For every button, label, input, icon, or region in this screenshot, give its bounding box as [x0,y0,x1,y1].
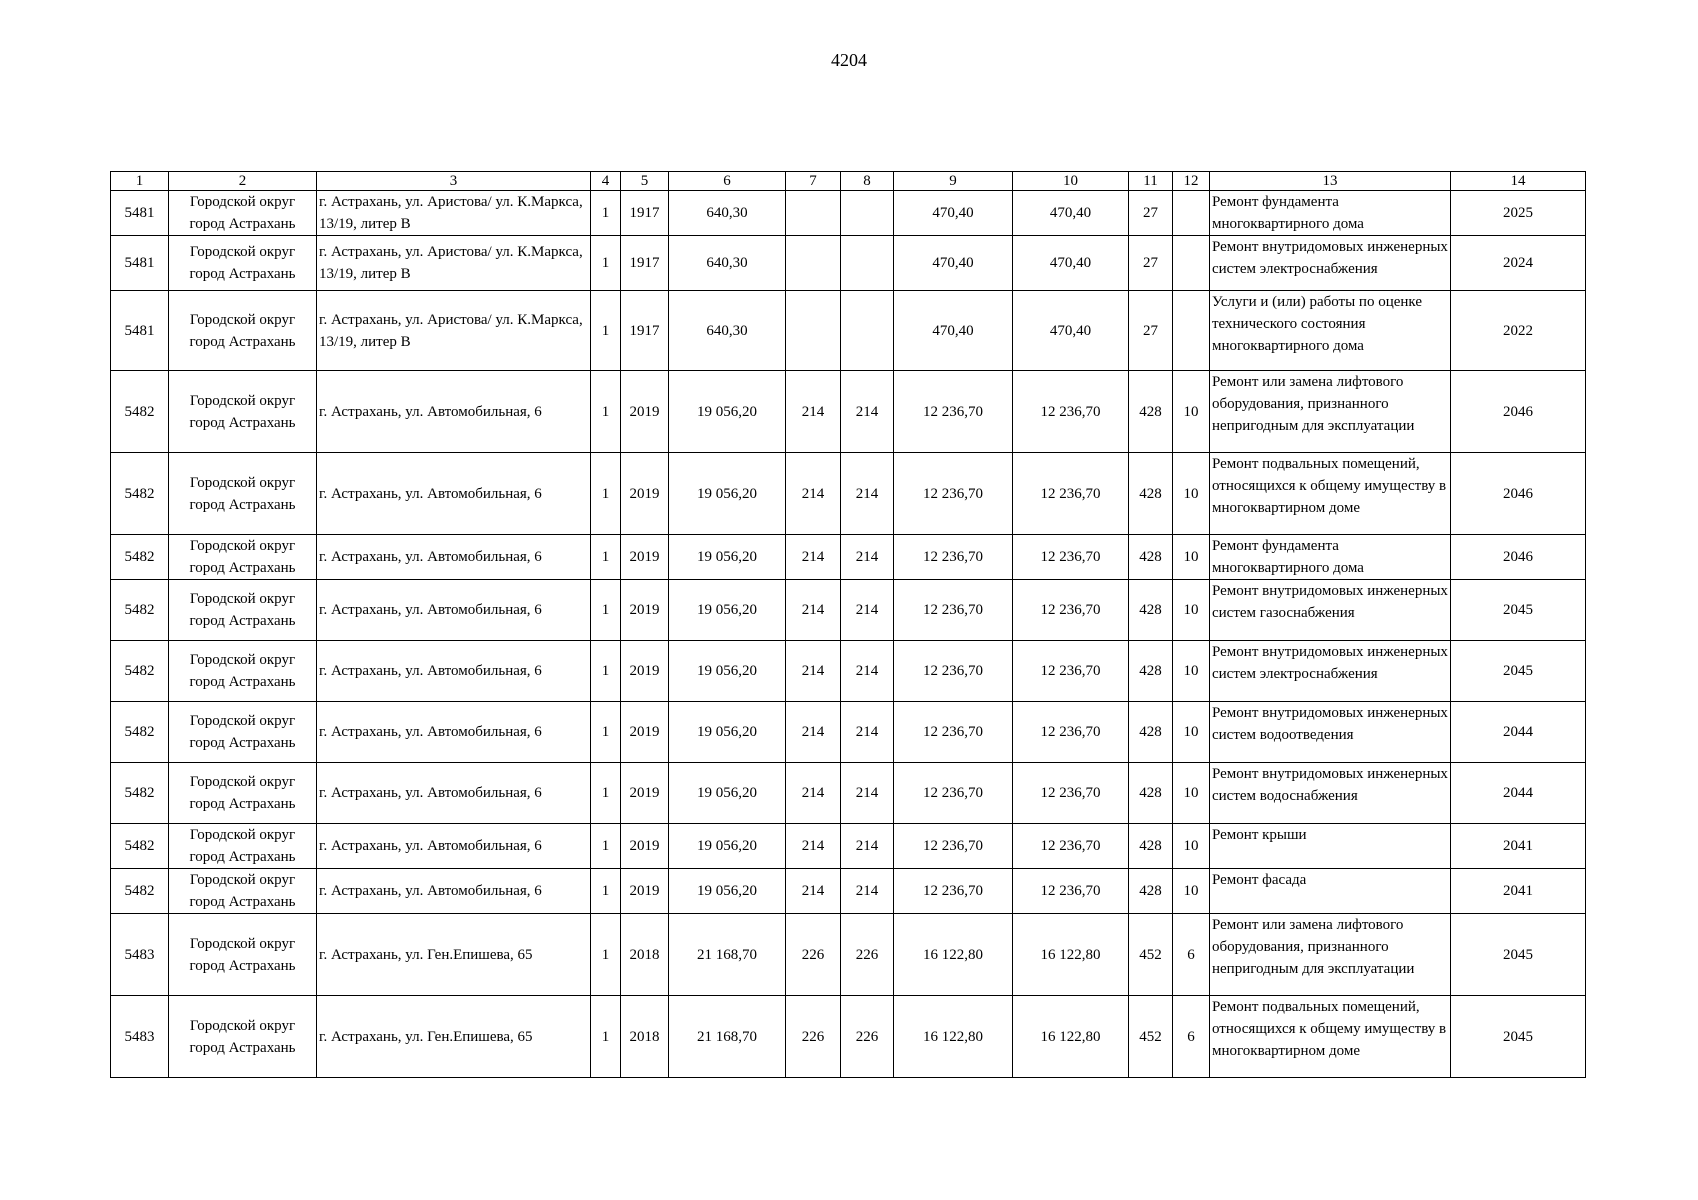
table-row [111,996,1586,1078]
col-11-cell: 428 [1129,580,1173,641]
col-8-cell: 214 [841,453,894,535]
year-cell: 2045 [1451,641,1586,702]
col-10-cell: 12 236,70 [1013,869,1129,914]
address-cell: г. Астрахань, ул. Аристова/ ул. К.Маркса, 13/19, литер В [317,191,591,236]
col-9-cell: 470,40 [894,291,1013,371]
col-11-cell: 27 [1129,191,1173,236]
col-5-cell: 1917 [621,236,669,291]
column-header: 9 [894,172,1013,191]
col-9-cell: 12 236,70 [894,824,1013,869]
col-4-cell: 1 [591,702,621,763]
municipality-cell: Городской округ город Астрахань [169,453,317,535]
col-10-cell: 12 236,70 [1013,702,1129,763]
col-11-cell: 428 [1129,535,1173,580]
year-cell: 2046 [1451,371,1586,453]
year-cell: 2024 [1451,236,1586,291]
work-type-cell [1210,535,1451,580]
col-5-cell: 2019 [621,824,669,869]
col-6-cell: 19 056,20 [669,869,786,914]
col-4-cell: 1 [591,763,621,824]
work-type-text: Ремонт внутридомовых инженерных систем газоснабжения [1212,583,1448,621]
col-5-cell: 2019 [621,535,669,580]
col-10-cell: 12 236,70 [1013,641,1129,702]
column-header: 5 [621,172,669,191]
municipality-cell: Городской округ город Астрахань [169,291,317,371]
col-9-cell: 16 122,80 [894,996,1013,1078]
col-12-cell: 10 [1173,702,1210,763]
row-id-cell: 5482 [111,535,169,580]
col-4-cell: 1 [591,236,621,291]
municipality-cell: Городской округ город Астрахань [169,702,317,763]
col-4-cell: 1 [591,914,621,996]
row-id-cell: 5482 [111,869,169,914]
col-6-cell: 21 168,70 [669,914,786,996]
col-12-cell: 10 [1173,763,1210,824]
address-cell: г. Астрахань, ул. Ген.Епишева, 65 [317,914,591,996]
column-number-row [111,172,1586,191]
col-11-cell: 452 [1129,914,1173,996]
work-type-text: Ремонт внутридомовых инженерных систем электроснабжения [1212,644,1448,682]
work-type-text: Ремонт или замена лифтового оборудования, признанного непригодным для эксплуатации [1212,374,1415,434]
col-4-cell: 1 [591,291,621,371]
row-id-cell: 5481 [111,191,169,236]
col-4-cell: 1 [591,996,621,1078]
col-11-cell: 428 [1129,371,1173,453]
work-type-cell [1210,824,1451,869]
col-7-cell [786,191,841,236]
col-7-cell: 214 [786,702,841,763]
col-7-cell: 214 [786,824,841,869]
row-id-cell: 5482 [111,453,169,535]
column-header: 11 [1129,172,1173,191]
col-7-cell: 226 [786,996,841,1078]
address-cell: г. Астрахань, ул. Автомобильная, 6 [317,535,591,580]
col-7-cell: 214 [786,869,841,914]
col-11-cell: 428 [1129,453,1173,535]
col-6-cell: 19 056,20 [669,371,786,453]
year-cell: 2041 [1451,869,1586,914]
work-type-cell [1210,371,1451,453]
column-header: 3 [317,172,591,191]
work-type-cell [1210,869,1451,914]
year-cell: 2041 [1451,824,1586,869]
column-header: 8 [841,172,894,191]
col-12-cell: 6 [1173,996,1210,1078]
row-id-cell: 5482 [111,580,169,641]
col-11-cell: 428 [1129,702,1173,763]
address-cell: г. Астрахань, ул. Автомобильная, 6 [317,763,591,824]
municipality-cell: Городской округ город Астрахань [169,580,317,641]
municipality-cell: Городской округ город Астрахань [169,914,317,996]
col-6-cell: 19 056,20 [669,702,786,763]
work-type-cell [1210,914,1451,996]
table-row [111,580,1586,641]
year-cell: 2044 [1451,702,1586,763]
col-12-cell: 10 [1173,371,1210,453]
table-row [111,763,1586,824]
year-cell: 2044 [1451,763,1586,824]
work-type-text: Ремонт крыши [1212,827,1307,843]
municipality-cell: Городской округ город Астрахань [169,641,317,702]
year-cell: 2045 [1451,996,1586,1078]
col-8-cell: 214 [841,702,894,763]
col-11-cell: 428 [1129,641,1173,702]
year-cell: 2025 [1451,191,1586,236]
table-row [111,191,1586,236]
work-type-cell [1210,191,1451,236]
col-9-cell: 16 122,80 [894,914,1013,996]
col-11-cell: 452 [1129,996,1173,1078]
work-type-text: Ремонт внутридомовых инженерных систем водоснабжения [1212,766,1448,804]
col-5-cell: 2019 [621,869,669,914]
col-12-cell [1173,191,1210,236]
address-cell: г. Астрахань, ул. Автомобильная, 6 [317,371,591,453]
column-header: 12 [1173,172,1210,191]
col-7-cell: 214 [786,371,841,453]
col-10-cell: 12 236,70 [1013,371,1129,453]
work-type-text: Ремонт внутридомовых инженерных систем водоотведения [1212,705,1448,743]
col-6-cell: 19 056,20 [669,641,786,702]
row-id-cell: 5482 [111,641,169,702]
work-type-cell [1210,453,1451,535]
column-header: 14 [1451,172,1586,191]
col-12-cell: 10 [1173,641,1210,702]
col-8-cell [841,236,894,291]
col-12-cell [1173,236,1210,291]
col-6-cell: 640,30 [669,291,786,371]
col-10-cell: 12 236,70 [1013,580,1129,641]
col-4-cell: 1 [591,869,621,914]
address-cell: г. Астрахань, ул. Автомобильная, 6 [317,641,591,702]
col-5-cell: 2019 [621,371,669,453]
work-type-text: Ремонт фасада [1212,872,1307,888]
column-header: 13 [1210,172,1451,191]
column-header: 6 [669,172,786,191]
capital-repair-table [110,171,1586,1078]
column-header: 7 [786,172,841,191]
col-8-cell: 214 [841,535,894,580]
col-5-cell: 1917 [621,191,669,236]
col-10-cell: 16 122,80 [1013,914,1129,996]
work-type-cell [1210,996,1451,1078]
col-11-cell: 27 [1129,291,1173,371]
col-6-cell: 19 056,20 [669,535,786,580]
column-header: 1 [111,172,169,191]
work-type-text: Ремонт внутридомовых инженерных систем электроснабжения [1212,239,1448,277]
col-5-cell: 2019 [621,702,669,763]
table-row [111,291,1586,371]
row-id-cell: 5483 [111,996,169,1078]
col-9-cell: 12 236,70 [894,869,1013,914]
table-row [111,535,1586,580]
col-4-cell: 1 [591,535,621,580]
year-cell: 2045 [1451,580,1586,641]
row-id-cell: 5481 [111,236,169,291]
work-type-text: Ремонт подвальных помещений, относящихся к общему имуществу в многоквартирном доме [1212,999,1447,1059]
col-6-cell: 640,30 [669,236,786,291]
work-type-cell [1210,236,1451,291]
col-6-cell: 640,30 [669,191,786,236]
work-type-text: Ремонт фундамента многоквартирного дома [1212,538,1364,576]
col-5-cell: 2018 [621,914,669,996]
row-id-cell: 5482 [111,763,169,824]
address-cell: г. Астрахань, ул. Автомобильная, 6 [317,702,591,763]
col-9-cell: 12 236,70 [894,371,1013,453]
col-6-cell: 21 168,70 [669,996,786,1078]
col-12-cell: 10 [1173,580,1210,641]
year-cell: 2046 [1451,535,1586,580]
col-7-cell: 214 [786,453,841,535]
col-4-cell: 1 [591,371,621,453]
col-10-cell: 470,40 [1013,236,1129,291]
work-type-cell [1210,702,1451,763]
col-4-cell: 1 [591,580,621,641]
column-header: 4 [591,172,621,191]
col-11-cell: 428 [1129,824,1173,869]
col-5-cell: 2018 [621,996,669,1078]
col-9-cell: 12 236,70 [894,535,1013,580]
col-12-cell: 10 [1173,824,1210,869]
col-9-cell: 12 236,70 [894,702,1013,763]
col-11-cell: 27 [1129,236,1173,291]
col-6-cell: 19 056,20 [669,824,786,869]
col-8-cell [841,291,894,371]
col-12-cell: 10 [1173,453,1210,535]
col-8-cell [841,191,894,236]
col-5-cell: 1917 [621,291,669,371]
work-type-text: Ремонт или замена лифтового оборудования, признанного непригодным для эксплуатации [1212,917,1415,977]
col-10-cell: 470,40 [1013,191,1129,236]
col-10-cell: 12 236,70 [1013,453,1129,535]
col-7-cell: 214 [786,641,841,702]
table-row [111,869,1586,914]
col-9-cell: 12 236,70 [894,641,1013,702]
col-6-cell: 19 056,20 [669,580,786,641]
col-8-cell: 214 [841,580,894,641]
municipality-cell: Городской округ город Астрахань [169,996,317,1078]
work-type-text: Ремонт подвальных помещений, относящихся к общему имуществу в многоквартирном доме [1212,456,1447,516]
table-row [111,702,1586,763]
col-6-cell: 19 056,20 [669,763,786,824]
col-9-cell: 12 236,70 [894,763,1013,824]
col-4-cell: 1 [591,453,621,535]
col-12-cell: 10 [1173,535,1210,580]
col-7-cell: 214 [786,763,841,824]
col-11-cell: 428 [1129,869,1173,914]
work-type-cell [1210,291,1451,371]
col-6-cell: 19 056,20 [669,453,786,535]
col-8-cell: 214 [841,641,894,702]
work-type-cell [1210,580,1451,641]
address-cell: г. Астрахань, ул. Аристова/ ул. К.Маркса, 13/19, литер В [317,236,591,291]
col-8-cell: 214 [841,371,894,453]
municipality-cell: Городской округ город Астрахань [169,371,317,453]
work-type-cell [1210,641,1451,702]
col-8-cell: 214 [841,763,894,824]
row-id-cell: 5483 [111,914,169,996]
work-type-cell [1210,763,1451,824]
col-4-cell: 1 [591,641,621,702]
col-5-cell: 2019 [621,453,669,535]
table-row [111,641,1586,702]
col-10-cell: 16 122,80 [1013,996,1129,1078]
municipality-cell: Городской округ город Астрахань [169,191,317,236]
year-cell: 2022 [1451,291,1586,371]
address-cell: г. Астрахань, ул. Ген.Епишева, 65 [317,996,591,1078]
col-5-cell: 2019 [621,580,669,641]
municipality-cell: Городской округ город Астрахань [169,763,317,824]
row-id-cell: 5482 [111,824,169,869]
address-cell: г. Астрахань, ул. Аристова/ ул. К.Маркса, 13/19, литер В [317,291,591,371]
municipality-cell: Городской округ город Астрахань [169,535,317,580]
address-cell: г. Астрахань, ул. Автомобильная, 6 [317,453,591,535]
year-cell: 2045 [1451,914,1586,996]
col-9-cell: 470,40 [894,236,1013,291]
work-type-text: Услуги и (или) работы по оценке технического состояния многоквартирного дома [1212,294,1422,354]
col-4-cell: 1 [591,824,621,869]
row-id-cell: 5481 [111,291,169,371]
address-cell: г. Астрахань, ул. Автомобильная, 6 [317,824,591,869]
table-row [111,371,1586,453]
year-cell: 2046 [1451,453,1586,535]
address-cell: г. Астрахань, ул. Автомобильная, 6 [317,869,591,914]
col-10-cell: 12 236,70 [1013,824,1129,869]
col-12-cell: 10 [1173,869,1210,914]
page-number: 4204 [831,50,867,70]
row-id-cell: 5482 [111,702,169,763]
col-7-cell: 214 [786,535,841,580]
col-12-cell: 6 [1173,914,1210,996]
col-4-cell: 1 [591,191,621,236]
col-8-cell: 226 [841,996,894,1078]
col-8-cell: 214 [841,824,894,869]
col-8-cell: 226 [841,914,894,996]
municipality-cell: Городской округ город Астрахань [169,236,317,291]
col-10-cell: 470,40 [1013,291,1129,371]
col-8-cell: 214 [841,869,894,914]
col-9-cell: 12 236,70 [894,453,1013,535]
municipality-cell: Городской округ город Астрахань [169,824,317,869]
col-10-cell: 12 236,70 [1013,763,1129,824]
col-12-cell [1173,291,1210,371]
col-10-cell: 12 236,70 [1013,535,1129,580]
address-cell: г. Астрахань, ул. Автомобильная, 6 [317,580,591,641]
work-type-text: Ремонт фундамента многоквартирного дома [1212,194,1364,232]
column-header: 2 [169,172,317,191]
table-row [111,914,1586,996]
col-9-cell: 12 236,70 [894,580,1013,641]
municipality-cell: Городской округ город Астрахань [169,869,317,914]
table-body [111,191,1586,1078]
table-row [111,453,1586,535]
row-id-cell: 5482 [111,371,169,453]
table-row [111,236,1586,291]
col-7-cell [786,291,841,371]
col-5-cell: 2019 [621,763,669,824]
col-11-cell: 428 [1129,763,1173,824]
col-7-cell: 226 [786,914,841,996]
col-5-cell: 2019 [621,641,669,702]
col-9-cell: 470,40 [894,191,1013,236]
table-row [111,824,1586,869]
col-7-cell [786,236,841,291]
col-7-cell: 214 [786,580,841,641]
column-header: 10 [1013,172,1129,191]
